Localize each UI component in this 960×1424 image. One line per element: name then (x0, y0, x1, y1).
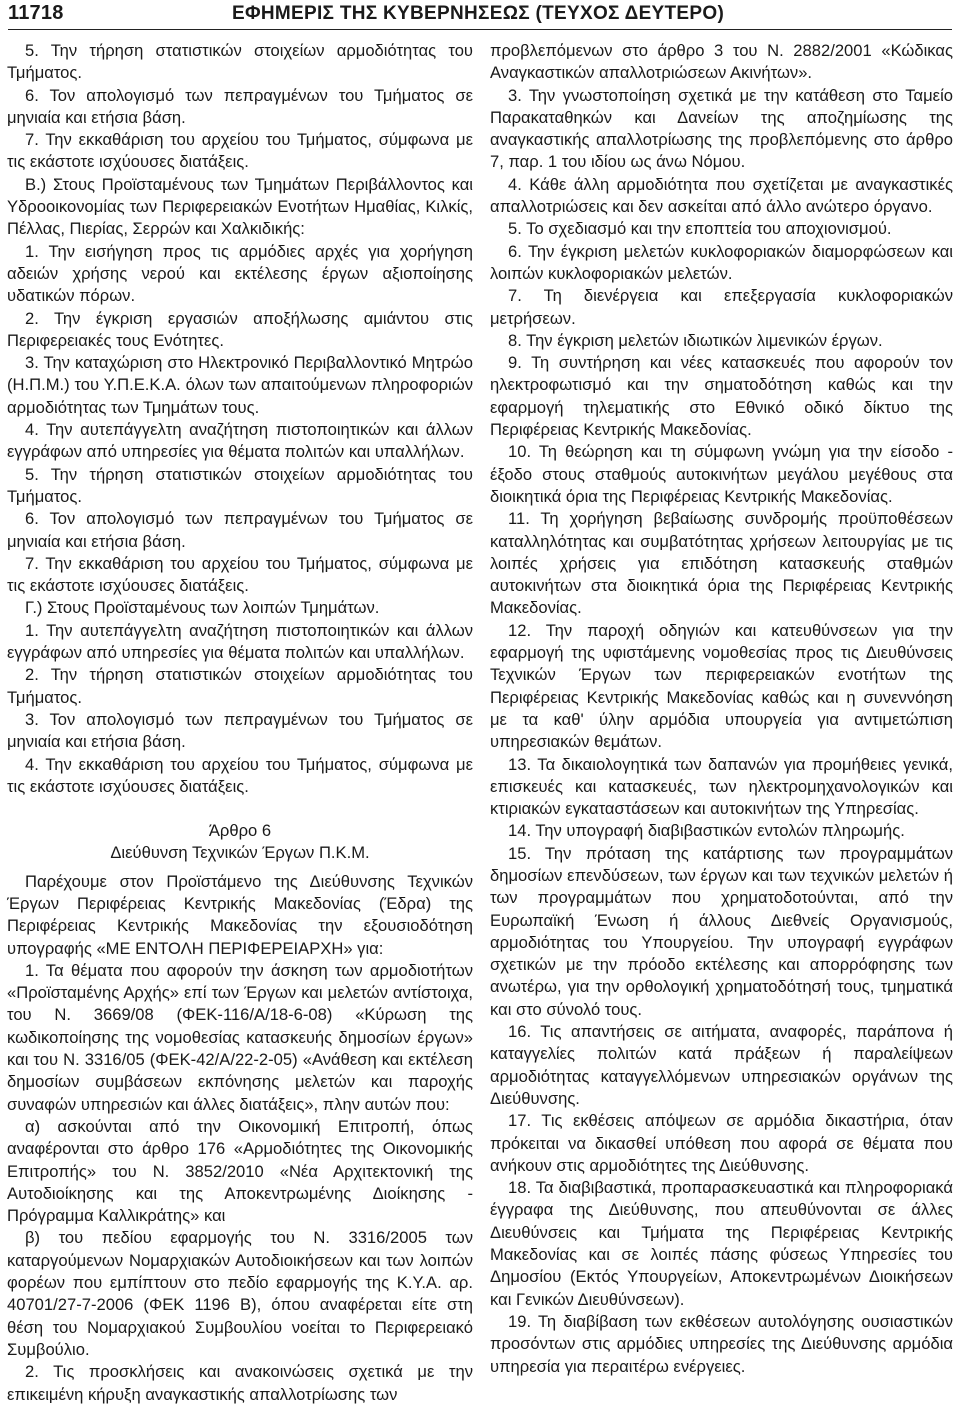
paragraph: 5. Την τήρηση στατιστικών στοιχείων αρμοδιότητας του Τμήματος. (7, 41, 473, 83)
page-header (0, 0, 960, 30)
paragraph: 9. Τη συντήρηση και νέες κατασκευές που αφορούν τον ηλεκτροφωτισμό και την σηματοδότηση καθώς και την εφαρμογή τηλεματικής στο Εθνικό οδικό δίκτυο της Περιφέρειας Κεντρικής Μακεδονίας. (490, 353, 953, 440)
paragraph: 2. Την έγκριση εργασιών αποξήλωσης αμιάντου στις Περιφερειακές τους Ενότητες. (7, 308, 473, 350)
paragraph: 7. Την εκκαθάριση του αρχείου του Τμήματος, σύμφωνα με τις εκάστοτε ισχύουσες διατάξεις. (7, 130, 473, 172)
running-title: ΕΦΗΜΕΡΙΣ ΤΗΣ ΚΥΒΕΡΝΗΣΕΩΣ (ΤΕΥΧΟΣ ΔΕΥΤΕΡΟ) (232, 3, 725, 24)
page-number: 11718 (8, 2, 64, 24)
paragraph: Παρέχουμε στον Προϊστάμενο της Διεύθυνσης Τεχνικών Έργων Περιφέρειας Κεντρικής Μακεδονίας (Έδρα) της Περιφέρειας Κεντρικής Μακεδονίας την εξουσιοδότηση υπογραφής «ΜΕ ΕΝΤΟΛΗ ΠΕΡΙΦΕΡΕΙΑΡΧΗ» για: (7, 871, 473, 958)
article-title: Διεύθυνση Τεχνικών Έργων Π.Κ.Μ. (110, 843, 370, 863)
paragraph: 4. Κάθε άλλη αρμοδιότητα που σχετίζεται με αναγκαστικές απαλλοτριώσεις και δεν ασκείται από άλλο ανώτερο όργανο. (490, 174, 953, 217)
left-column (7, 40, 473, 1406)
paragraph: 4. Την αυτεπάγγελτη αναζήτηση πιστοποιητικών και άλλων εγγράφων από υπηρεσίες για θέματα πολιτών και υπαλλήλων. (7, 420, 473, 462)
paragraph: 6. Τον απολογισμό των πεπραγμένων του Τμήματος σε μηνιαία και ετήσια βάση. (7, 509, 473, 551)
paragraph: 11. Τη χορήγηση βεβαίωσης συνδρομής προϋποθέσεων καταλληλότητας και συμβατότητας χρήσεων λειτουργίας με τις λοιπές χρήσεις για επιδότηση κατασκευής σταθμών αυτοκινήτων στα διοικητικά όρια της Περιφέρειας Κεντρικής Μακεδονίας. (490, 509, 953, 618)
paragraph: 7. Τη διενέργεια και επεξεργασία κυκλοφοριακών μετρήσεων. (490, 286, 953, 328)
paragraph: 16. Τις απαντήσεις σε αιτήματα, αναφορές, παράπονα ή καταγγελίες πολιτών κατά πράξεων ή παραλείψεων αρμοδιότητας καταγγελλόμενων υπηρεσιακών οργάνων της Διεύθυνσης. (490, 1022, 953, 1108)
paragraph: 1. Τα θέματα που αφορούν την άσκηση των αρμοδιοτήτων «Προϊσταμένης Αρχής» επί των Έργων και μελετών αντίστοιχα, του Ν. 3669/08 (ΦΕΚ-116/Α/18-6-08) «Κύρωση της κωδικοποίησης της νομοθεσίας κατασκευής δημοσίων έργων» και του Ν. 3316/05 (ΦΕΚ-42/Α/22-2-05) «Ανάθεση και εκτέλεση δημοσίων συμβάσεων εκπόνησης μελετών και παροχής συναφών υπηρεσιών και άλλες διατάξεις», πλην αυτών που: (7, 960, 473, 1114)
paragraph: 15. Την πρόταση της κατάρτισης των προγραμμάτων δημοσίων επενδύσεων, των έργων και των τεχνικών μελετών ή των προγραμμάτων που χρηματοδοτούνται, από την Ευρωπαϊκή Ένωση ή άλλους Διεθνείς Οργανισμούς, αρμοδιότητας του Υπουργείου. Την υπογραφή εγγράφων σχετικών με την πρόοδο εκτέλεσης και απορρόφησης των ανωτέρω, για την ορθολογική χρηματοδότησή τους, τμηματικά και στο σύνολό τους. (490, 843, 953, 1019)
paragraph: β) του πεδίου εφαρμογής του Ν. 3316/2005 των καταργούμενων Νομαρχιακών Αυτοδιοικήσεων και των λοιπών φορέων που εμπίπτουν στο πεδίο εφαρμογής της Κ.Υ.Α. αρ. 40701/27-7-2006 (ΦΕΚ 1196 Β), όπου αναφέρεται είτε στη θέση του Νομαρχιακού Συμβουλίου νοείται το Περιφερειακό Συμβούλιο. (7, 1228, 473, 1359)
paragraph: 3. Τον απολογισμό των πεπραγμένων του Τμήματος σε μηνιαία και ετήσια βάση. (7, 709, 473, 752)
paragraph: προβλεπόμενων στο άρθρο 3 του Ν. 2882/2001 «Κώδικας Αναγκαστικών απαλλοτριώσεων Ακινήτων». (490, 41, 953, 83)
paragraph: 17. Τις εκθέσεις απόψεων σε αρμόδια δικαστήρια, όταν πρόκειται να δικασθεί υπόθεση που αφορά σε θέματα που ανήκουν στις αρμοδιότητες της Διεύθυνσης. (490, 1111, 953, 1175)
right-column (490, 40, 953, 1378)
paragraph: 18. Τα διαβιβαστικά, προπαρασκευαστικά και πληροφοριακά έγγραφα της Διεύθυνσης, που απευθύνονται σε άλλες Διευθύνσεις και Τμήματα της Περιφέρειας Κεντρικής Μακεδονίας και σε λοιπές πάσης φύσεως Υπηρεσίες του Δημοσίου (Εκτός Υπουργείων, Αποκεντρωμένων Διοικήσεων και Γενικών Διευθύνσεων). (490, 1178, 953, 1309)
paragraph: 5. Την τήρηση στατιστικών στοιχείων αρμοδιότητας του Τμήματος. (7, 464, 473, 506)
paragraph: 2. Τις προσκλήσεις και ανακοινώσεις σχετικά με την επικειμένη κήρυξη αναγκαστικής απαλλοτρίωσης των (7, 1362, 473, 1404)
paragraph: 3. Την γνωστοποίηση σχετικά με την κατάθεση στο Ταμείο Παρακαταθηκών και Δανείων της αποζημίωσης της αναγκαστικής απαλλοτρίωσης της προβλεπόμενης στο άρθρο 7, παρ. 1 του ιδίου ως άνω Νόμου. (490, 85, 953, 172)
paragraph: 14. Την υπογραφή διαβιβαστικών εντολών πληρωμής. (508, 821, 905, 841)
paragraph: 1. Την εισήγηση προς τις αρμόδιες αρχές για χορήγηση αδειών χρήσης νερού και εκτέλεσης έργων αξιοποίησης υδατικών πόρων. (7, 241, 473, 306)
paragraph: 8. Την έγκριση μελετών ιδιωτικών λιμενικών έργων. (508, 330, 883, 350)
paragraph: 10. Τη θεώρηση και τη σύμφωνη γνώμη για την είσοδο - έξοδο στους σταθμούς αυτοκινήτων μεγάλου μεγέθους στα διοικητικά όρια της Περιφέρειας Κεντρικής Μακεδονίας. (490, 442, 953, 506)
paragraph: 7. Την εκκαθάριση του αρχείου του Τμήματος, σύμφωνα με τις εκάστοτε ισχύουσες διατάξεις. (7, 553, 473, 596)
paragraph: 6. Την έγκριση μελετών κυκλοφοριακών διαμορφώσεων και λοιπών κυκλοφοριακών μελετών. (490, 241, 953, 283)
paragraph: 12. Την παροχή οδηγιών και κατευθύνσεων για την εφαρμογή της υφιστάμενης νομοθεσίας προς τις Διευθύνσεις Τεχνικών Έργων των περιφερειακών ενοτήτων της Περιφέρειας Κεντρικής Μακεδονίας καθώς και η συνεννόηση με τα καθ' ύλην αρμόδια υπουργεία για αντιμετώπιση υπηρεσιακών θεμάτων. (490, 620, 953, 752)
article-number: Άρθρο 6 (208, 821, 272, 841)
paragraph: 5. Το σχεδιασμό και την εποπτεία του αποχιονισμού. (508, 219, 892, 239)
paragraph: 4. Την εκκαθάριση του αρχείου του Τμήματος, σύμφωνα με τις εκάστοτε ισχύουσες διατάξεις. (7, 754, 473, 796)
section-heading: Β.) Στους Προϊσταμένους των Τμημάτων Περιβάλλοντος και Υδροοικονομίας των Περιφερειακών Ενοτήτων Ημαθίας, Κιλκίς, Πέλλας, Πιερίας, Σερρών και Χαλκιδικής: (7, 174, 473, 239)
paragraph: 3. Την καταχώριση στο Ηλεκτρονικό Περιβαλλοντικό Μητρώο (Η.Π.Μ.) του Υ.Π.Ε.Κ.Α. όλων των απαιτούμενων πληροφοριών αρμοδιότητας των Τμημάτων τους. (7, 353, 473, 417)
paragraph: 6. Τον απολογισμό των πεπραγμένων του Τμήματος σε μηνιαία και ετήσια βάση. (7, 85, 473, 127)
paragraph: 19. Τη διαβίβαση των εκθέσεων αυτολόγησης ουσιαστικών προσόντων στις αρμόδιες υπηρεσίες της Διεύθυνσης αρμόδια υπηρεσία για περαιτέρω ενέργειες. (490, 1311, 953, 1376)
paragraph: 1. Την αυτεπάγγελτη αναζήτηση πιστοποιητικών και άλλων εγγράφων από υπηρεσίες για θέματα πολιτών και υπαλλήλων. (7, 620, 473, 663)
header-rule (8, 29, 952, 30)
paragraph: 13. Τα δικαιολογητικά των δαπανών για προμήθειες γενικά, επισκευές και κατασκευές, των ηλεκτρομηχανολογικών και κτιριακών εγκαταστάσεων και αυτοκινήτων της Υπηρεσίας. (490, 754, 953, 819)
paragraph: α) ασκούνται από την Οικονομική Επιτροπή, όπως αναφέρονται στο άρθρο 176 «Αρμοδιότητες της Οικονομικής Επιτροπής» του Ν. 3852/2010 «Νέα Αρχιτεκτονική της Αυτοδιοίκησης και της Αποκεντρωμένης Διοίκησης - Πρόγραμμα Καλλικράτης» και (7, 1116, 473, 1226)
section-heading: Γ.) Στους Προϊσταμένους των λοιπών Τμημάτων. (25, 598, 380, 618)
paragraph: 2. Την τήρηση στατιστικών στοιχείων αρμοδιότητας του Τμήματος. (7, 665, 473, 707)
